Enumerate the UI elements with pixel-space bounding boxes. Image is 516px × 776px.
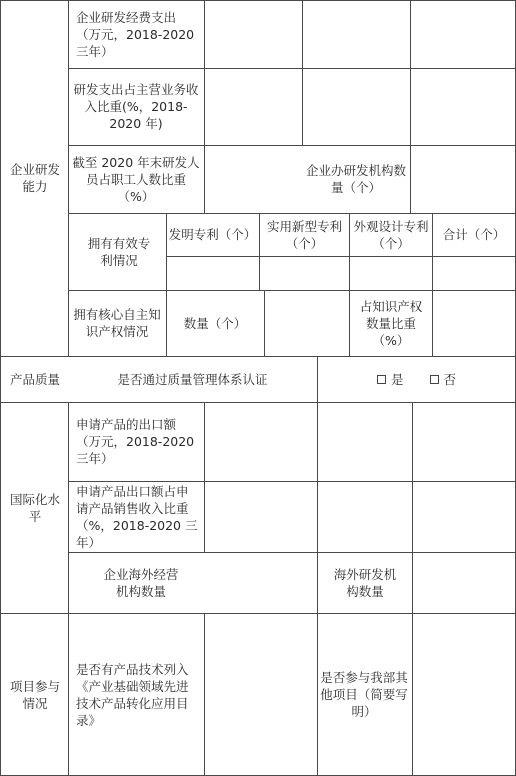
input-cell[interactable] [167, 257, 258, 289]
checkbox-no[interactable] [430, 375, 439, 384]
input-cell[interactable] [265, 291, 348, 355]
input-cell[interactable] [303, 69, 409, 144]
input-cell[interactable] [413, 482, 514, 551]
input-cell[interactable] [205, 403, 316, 480]
input-cell[interactable] [350, 257, 431, 289]
input-cell[interactable] [260, 257, 348, 289]
label-overseas-ops: 企业海外经营机构数量 [103, 566, 179, 599]
label-other-projects: 是否参与我部其他项目（简要写明） [320, 670, 408, 719]
option-no-label: 否 [443, 371, 457, 387]
input-cell[interactable] [411, 146, 514, 212]
option-yes-label: 是 [390, 371, 404, 387]
input-cell[interactable] [433, 291, 514, 355]
label-export: 申请产品的出口额（万元，2018-2020 三年） [76, 417, 195, 466]
grid-line [0, 0, 1, 776]
label-patents: 拥有有效专利情况 [87, 235, 151, 268]
input-cell[interactable] [205, 614, 316, 774]
option-no[interactable] [430, 371, 457, 388]
header-patent-design: 外观设计专利（个） [353, 218, 429, 251]
label-rd-staff: 截至 2020 年末研发人员占职工人数比重（%） [72, 154, 200, 204]
label-rd-ratio: 研发支出占主营业务收入比重(%，2018-2020 年) [73, 82, 199, 131]
option-yes[interactable] [377, 371, 404, 388]
input-cell[interactable] [318, 403, 411, 480]
input-cell[interactable] [411, 1, 514, 67]
label-ip-ratio: 占知识产权数量比重（%） [359, 298, 423, 348]
input-cell[interactable] [433, 257, 514, 289]
input-cell[interactable] [318, 482, 411, 551]
input-cell[interactable] [205, 146, 301, 212]
section-label-project: 项目参与情况 [10, 678, 61, 711]
label-core-ip: 拥有核心自主知识产权情况 [73, 307, 161, 339]
header-patent-invention: 发明专利（个） [168, 227, 257, 242]
checkbox-yes[interactable] [377, 375, 386, 384]
header-patent-total: 合计（个） [442, 227, 506, 242]
label-rd-institutions: 企业办研发机构数量（个） [306, 163, 407, 195]
input-cell[interactable] [413, 614, 514, 774]
input-cell[interactable] [303, 1, 409, 67]
label-listed-catalog: 是否有产品技术列入《产业基础领域先进技术产品转化应用目录》 [76, 661, 189, 728]
quality-options [317, 356, 516, 402]
header-patent-utility: 实用新型专利（个） [266, 218, 342, 251]
grid-line [317, 613, 318, 776]
label-rd-expense: 企业研发经费支出（万元，2018-2020 三年） [76, 9, 195, 59]
label-ip-count: 数量（个） [183, 315, 247, 331]
label-quality-cert: 是否通过质量管理体系认证 [117, 371, 268, 387]
input-cell[interactable] [413, 403, 514, 480]
section-label-intl: 国际化水平 [10, 491, 61, 524]
input-cell[interactable] [411, 69, 514, 144]
label-export-ratio: 申请产品出口额占申请产品销售收入比重（%，2018-2020 三年） [76, 483, 198, 550]
input-cell[interactable] [205, 482, 316, 551]
section-label-rd: 企业研发能力 [9, 162, 60, 194]
label-overseas-rd: 海外研发机构数量 [333, 566, 397, 599]
input-cell[interactable] [205, 1, 301, 67]
section-label-quality: 产品质量 [10, 371, 61, 387]
input-cell[interactable] [205, 69, 301, 144]
